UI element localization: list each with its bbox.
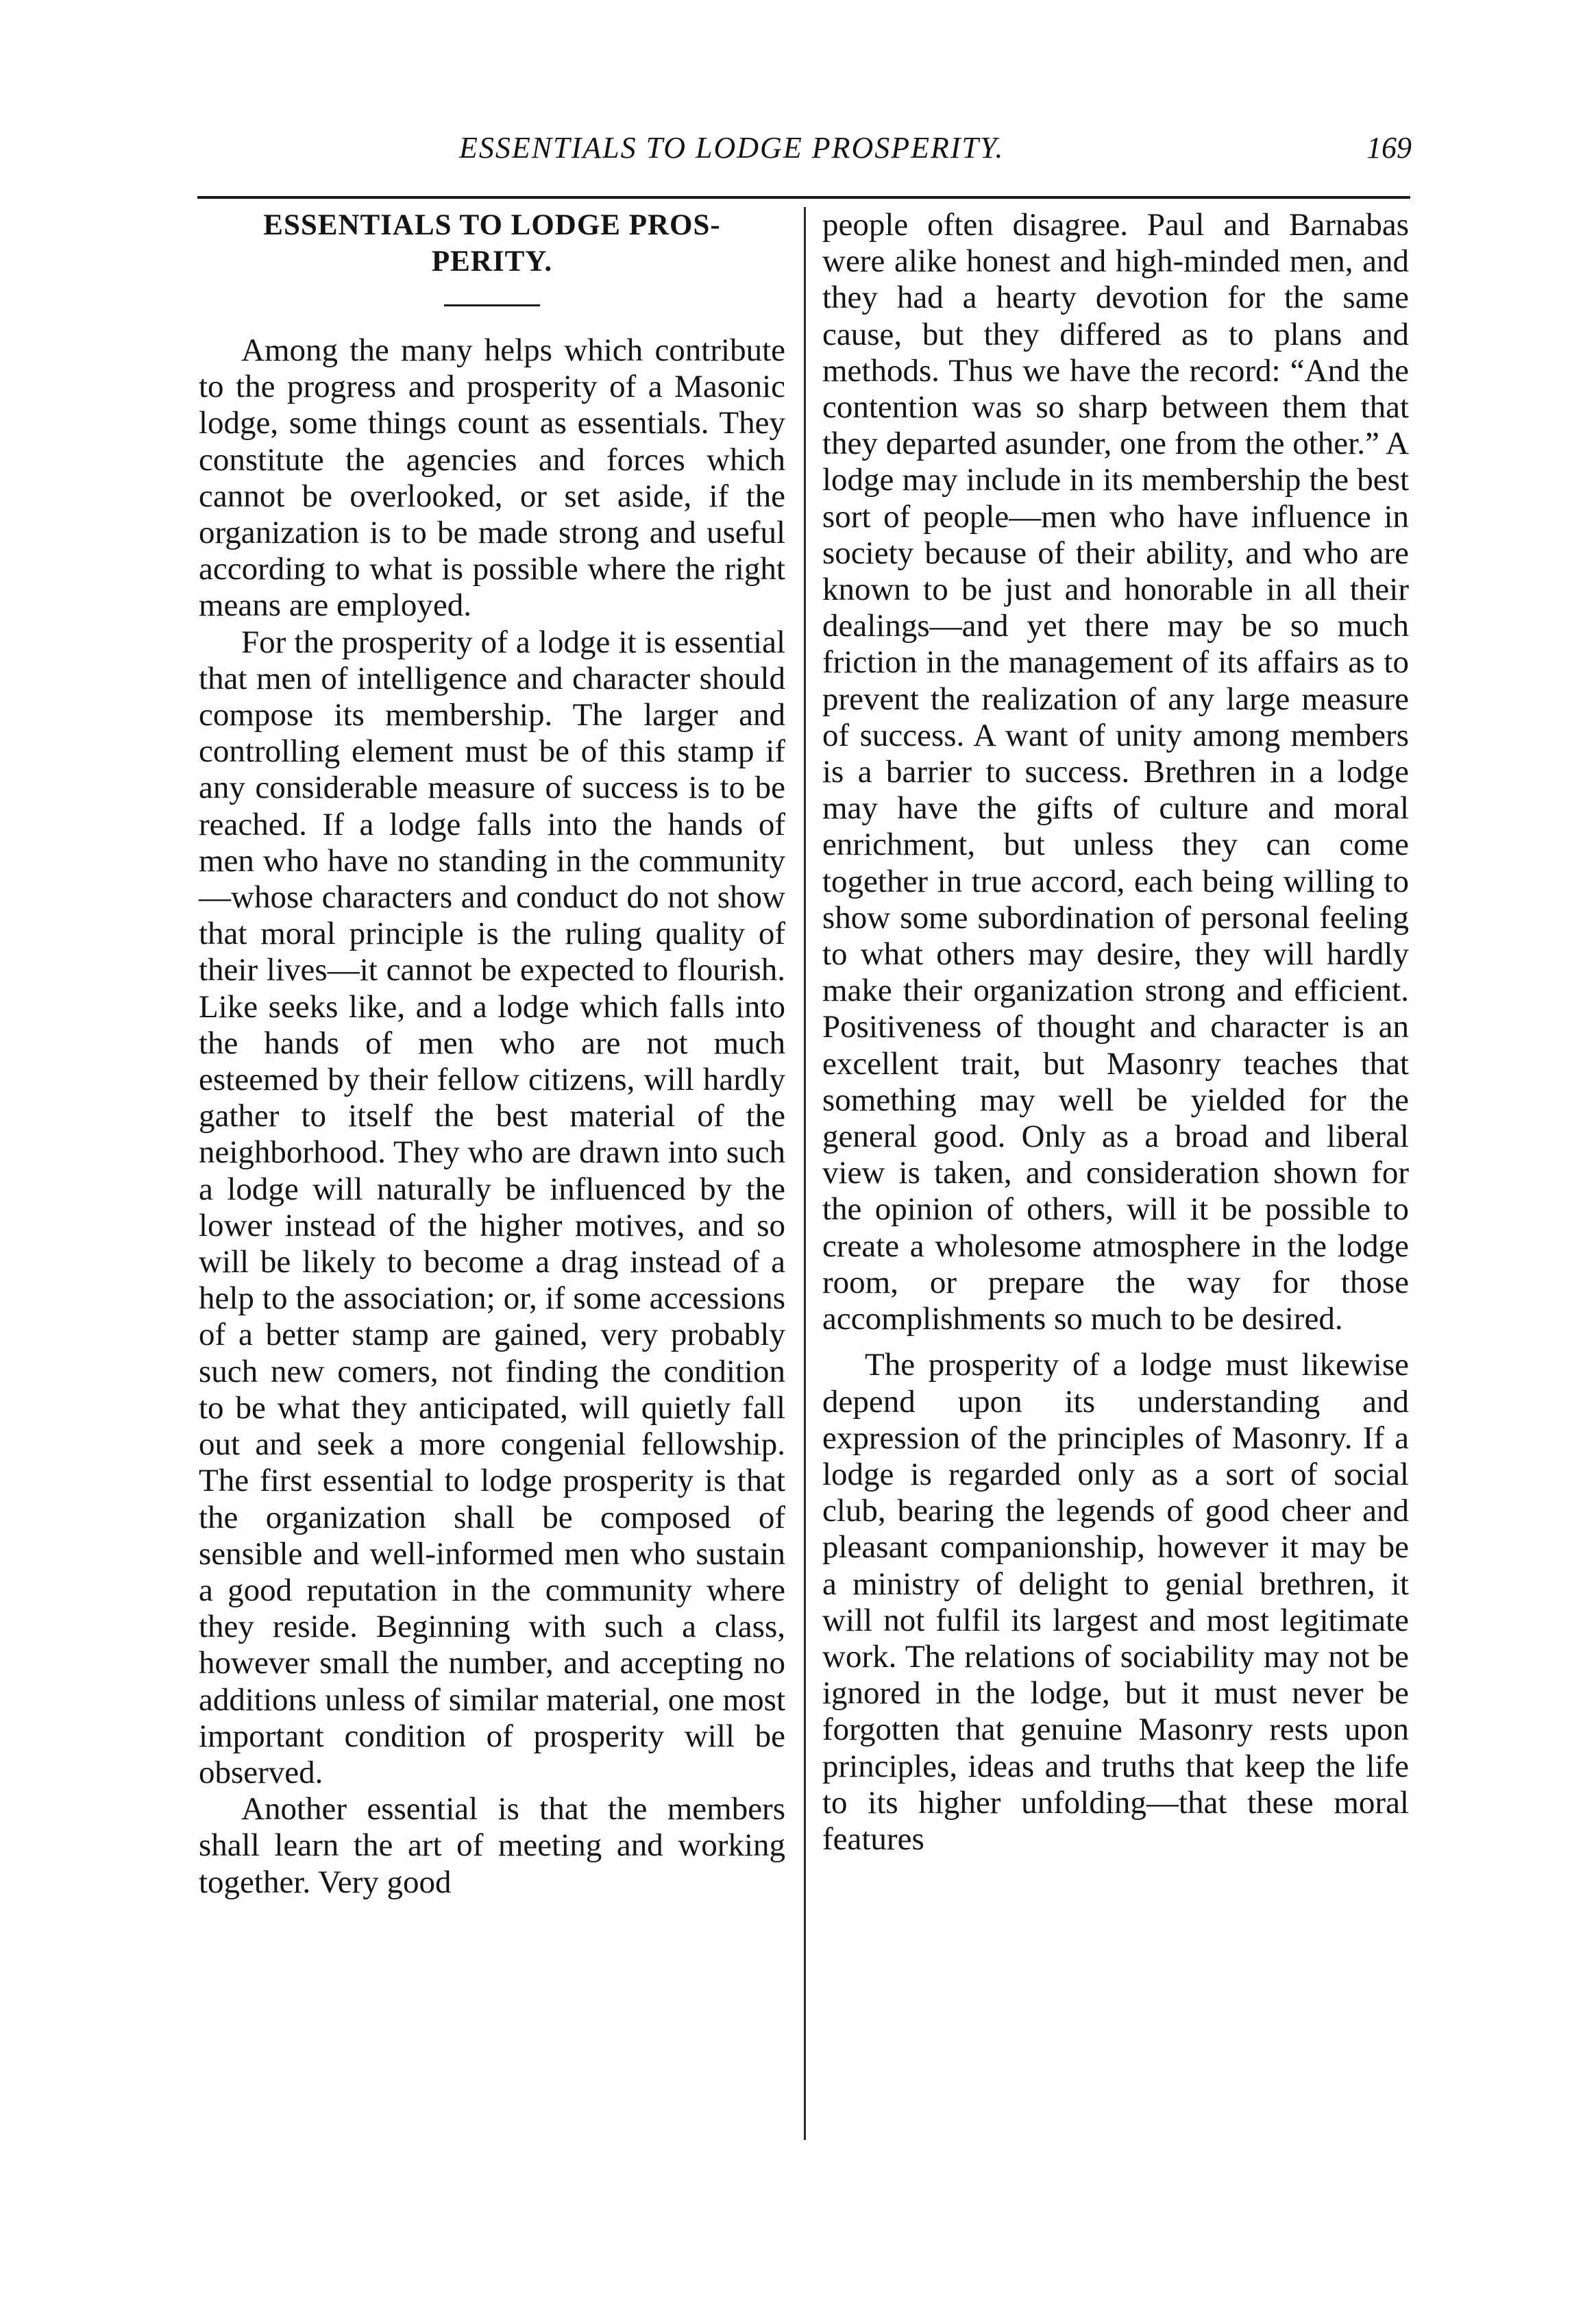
paragraph: Among the many helps which contribute to the progress and prosperity of a Masonic lodge, some things count as essentials. They constitute the agencies and forces which cannot be overlooked, or set aside, if the organization is to be made strong and useful according to what is possible where the right means are employed.: [199, 332, 785, 624]
running-title: ESSENTIALS TO LODGE PROSPERITY.: [459, 131, 1005, 165]
page-number: 169: [1366, 131, 1412, 165]
article-title: ESSENTIALS TO LODGE PROS-PERITY.: [263, 209, 721, 278]
paragraph: Another essential is that the members shall learn the art of meeting and working together. Very good: [199, 1791, 785, 1900]
paragraph: For the prosperity of a lodge it is essential that men of intelligence and character should compose its membership. The larger and controlling element must be of this stamp if any considerable measure of success is to be reached. If a lodge falls into the hands of men who have no standing in the community—whose characters and conduct do not show that moral principle is the ruling quality of their lives—it cannot be expected to flourish. Like seeks like, and a lodge which falls into the hands of men who are not much esteemed by their fellow citizens, will hardly gather to itself the best material of the neighborhood. They who are drawn into such a lodge will naturally be influenced by the lower instead of the higher motives, and so will be likely to become a drag instead of a help to the association; or, if some accessions of a better stamp are gained, very probably such new comers, not finding the condition to be what they anticipated, will quietly fall out and seek a more congenial fellowship. The first essential to lodge prosperity is that the organization shall be composed of sensible and well-informed men who sustain a good reputation in the community where they reside. Beginning with such a class, however small the number, and accepting no additions unless of similar material, one most important condition of prosperity will be observed.: [199, 624, 785, 1790]
column-divider: [804, 207, 806, 2140]
running-head: [199, 130, 1412, 171]
paragraph: The prosperity of a lodge must likewise depend upon its understanding and expression of the principles of Masonry. If a lodge is regarded only as a sort of social club, bearing the legends of good cheer and pleasant companionship, however it may be a ministry of delight to genial brethren, it will not fulfil its largest and most legitimate work. The relations of sociability may not be ignored in the lodge, but it must never be forgotten that genuine Masonry rests upon principles, ideas and truths that keep the life to its higher unfolding—that these moral features: [822, 1347, 1409, 1857]
title-rule: [444, 304, 540, 306]
header-rule: [197, 196, 1410, 199]
right-column: [822, 207, 1409, 1858]
paragraph-continued: people often disagree. Paul and Barnabas were alike honest and high-minded men, and they had a hearty devotion for the same cause, but they differed as to plans and methods. Thus we have the record: “And the contention was so sharp between them that they departed asunder, one from the other.” A lodge may include in its membership the best sort of people—men who have influence in society because of their ability, and who are known to be just and honorable in all their dealings—and yet there may be so much friction in the management of its affairs as to prevent the realization of any large measure of success. A want of unity among members is a barrier to success. Brethren in a lodge may have the gifts of culture and moral enrichment, but unless they can come together in true accord, each being willing to show some subordination of personal feeling to what others may desire, they will hardly make their organization strong and efficient. Positiveness of thought and character is an excellent trait, but Masonry teaches that something may well be yielded for the general good. Only as a broad and liberal view is taken, and consideration shown for the opinion of others, will it be possible to create a wholesome atmosphere in the lodge room, or prepare the way for those accomplishments so much to be desired.: [822, 207, 1409, 1337]
left-column: [199, 207, 785, 1901]
